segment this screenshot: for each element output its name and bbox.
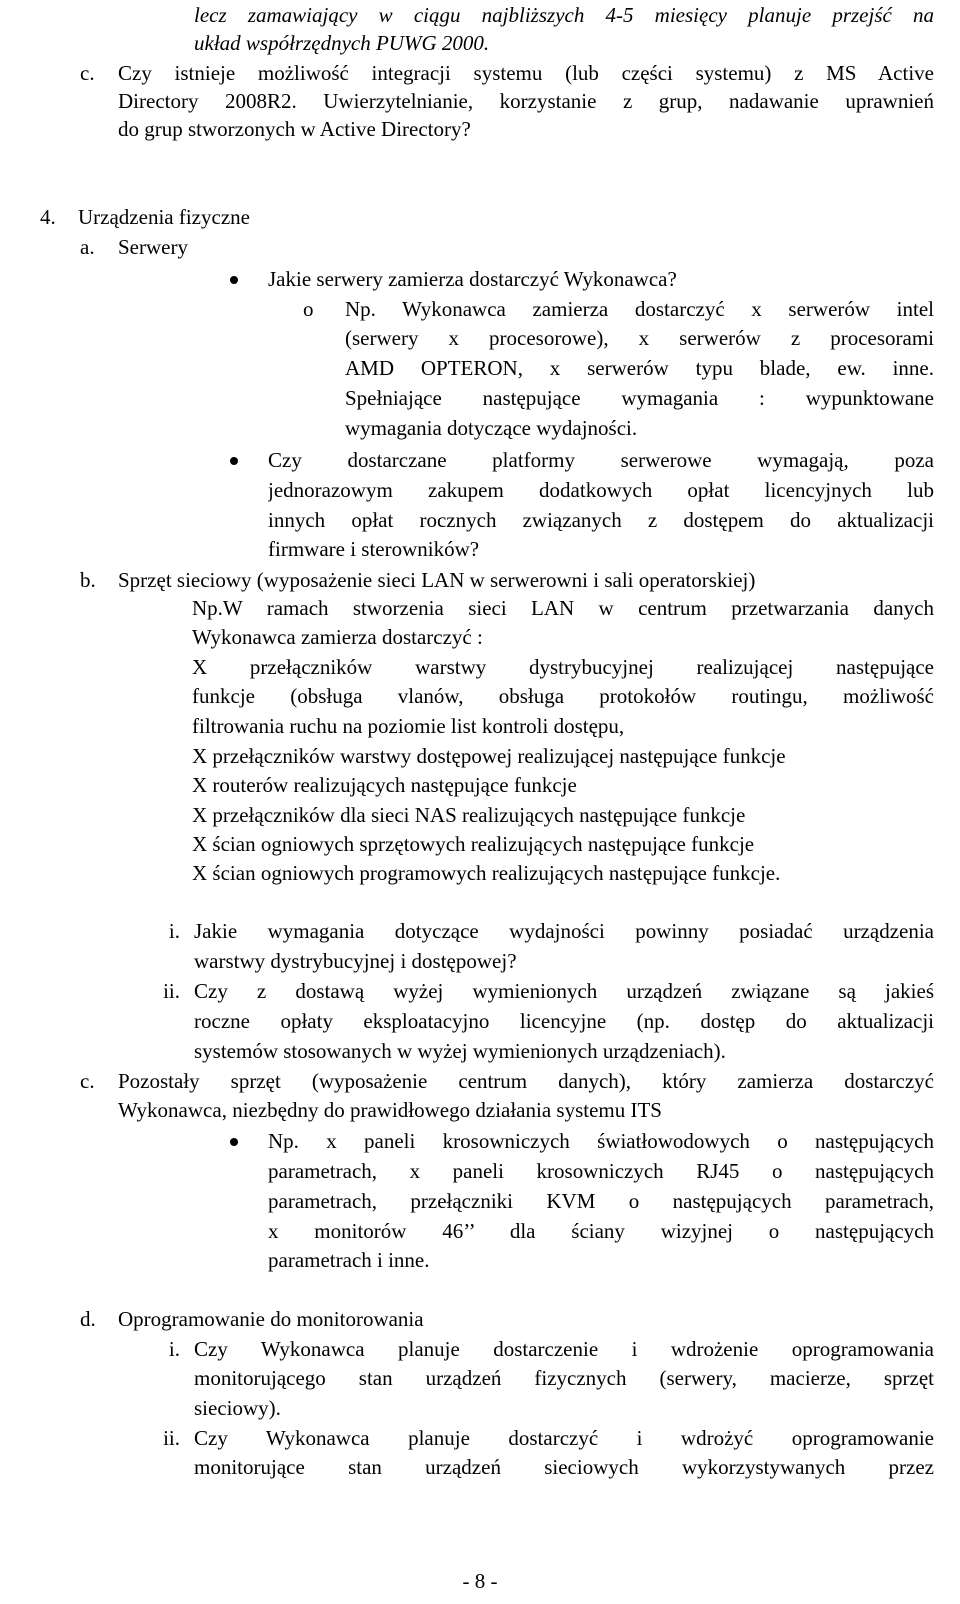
paragraph-line: parametrach i inne. — [268, 1248, 430, 1272]
paragraph-line: Jakie wymagania dotyczące wydajności powinny posiadać urządzenia — [194, 919, 934, 943]
paragraph-line: warstwy dystrybucyjnej i dostępowej? — [194, 949, 517, 973]
roman-marker: i. — [168, 1337, 180, 1361]
paragraph-line: monitorujące stan urządzeń sieciowych wykorzystywanych przez — [194, 1455, 934, 1479]
paragraph-line: filtrowania ruchu na poziomie list kontroli dostępu, — [192, 714, 625, 738]
bullet-icon — [230, 1138, 238, 1146]
paragraph-line: parametrach, przełączniki KVM o następujących parametrach, — [268, 1189, 934, 1213]
paragraph-line: do grup stworzonych w Active Directory? — [118, 117, 471, 141]
paragraph-line: Spełniające następujące wymagania : wypunktowane — [345, 386, 934, 410]
intro-line: lecz zamawiający w ciągu najbliższych 4-5 miesięcy planuje przejść na — [194, 3, 934, 27]
paragraph-line: X przełączników warstwy dostępowej realizującej następujące funkcje — [192, 744, 786, 768]
paragraph-line: Wykonawca, niezbędny do prawidłowego działania systemu ITS — [118, 1098, 662, 1122]
paragraph-line: X routerów realizujących następujące funkcje — [192, 773, 577, 797]
paragraph-line: Czy Wykonawca planuje dostarczyć i wdrożyć oprogramowanie — [194, 1426, 934, 1450]
list-marker: c. — [80, 1069, 95, 1093]
paragraph-line: firmware i sterowników? — [268, 537, 480, 561]
bullet-text: Jakie serwery zamierza dostarczyć Wykonawca? — [268, 267, 677, 291]
paragraph-line: innych opłat rocznych związanych z dostępem do aktualizacji — [268, 508, 934, 532]
paragraph-line: Directory 2008R2. Uwierzytelnianie, korzystanie z grup, nadawanie uprawnień — [118, 89, 934, 113]
paragraph-line: Czy Wykonawca planuje dostarczenie i wdrożenie oprogramowania — [194, 1337, 934, 1361]
paragraph-line: Wykonawca zamierza dostarczyć : — [192, 625, 483, 649]
page-number: - 8 - — [462, 1569, 498, 1593]
paragraph-line: X przełączników dla sieci NAS realizujących następujące funkcje — [192, 803, 746, 827]
bullet-icon — [230, 457, 238, 465]
paragraph-line: x monitorów 46’’ dla ściany wizyjnej o następujących — [268, 1219, 934, 1243]
section-number: 4. — [40, 205, 56, 229]
roman-marker: i. — [168, 919, 180, 943]
roman-marker: ii. — [163, 1426, 180, 1450]
paragraph-line: parametrach, x paneli krosowniczych RJ45 o następujących — [268, 1159, 934, 1183]
paragraph-line: Czy dostarczane platformy serwerowe wymagają, poza — [268, 448, 934, 472]
roman-marker: ii. — [163, 979, 180, 1003]
paragraph-line: Np.W ramach stworzenia sieci LAN w centrum przetwarzania danych — [192, 596, 934, 620]
paragraph-line: Np. x paneli krosowniczych światłowodowych o następujących — [268, 1129, 934, 1153]
section-title: Urządzenia fizyczne — [78, 205, 250, 229]
bullet-icon — [230, 276, 238, 284]
paragraph-line: X przełączników warstwy dystrybucyjnej realizującej następujące — [192, 655, 934, 679]
subsection-title: Sprzęt sieciowy (wyposażenie sieci LAN w serwerowni i sali operatorskiej) — [118, 568, 756, 592]
list-marker: c. — [80, 61, 95, 85]
paragraph-line: systemów stosowanych w wyżej wymienionych urządzeniach). — [194, 1039, 726, 1063]
paragraph-line: Czy z dostawą wyżej wymienionych urządzeń związane są jakieś — [194, 979, 934, 1003]
intro-line: układ współrzędnych PUWG 2000. — [194, 31, 490, 55]
paragraph-line: roczne opłaty eksploatacyjno licencyjne (np. dostęp do aktualizacji — [194, 1009, 934, 1033]
paragraph-line: Czy istnieje możliwość integracji systemu (lub części systemu) z MS Active — [118, 61, 934, 85]
paragraph-line: funkcje (obsługa vlanów, obsługa protokołów routingu, możliwość — [192, 684, 934, 708]
paragraph-line: (serwery x procesorowe), x serwerów z procesorami — [345, 326, 934, 350]
subsection-title: Oprogramowanie do monitorowania — [118, 1307, 424, 1331]
paragraph-line: X ścian ogniowych sprzętowych realizujących następujące funkcje — [192, 832, 755, 856]
list-marker: b. — [80, 568, 96, 592]
subsection-title: Serwery — [118, 235, 188, 259]
sub-bullet-marker: o — [303, 297, 314, 321]
paragraph-line: sieciowy). — [194, 1396, 281, 1420]
paragraph-line: jednorazowym zakupem dodatkowych opłat licencyjnych lub — [268, 478, 934, 502]
list-marker: d. — [80, 1307, 96, 1331]
paragraph-line: Pozostały sprzęt (wyposażenie centrum danych), który zamierza dostarczyć — [118, 1069, 934, 1093]
paragraph-line: Np. Wykonawca zamierza dostarczyć x serwerów intel — [345, 297, 934, 321]
paragraph-line: X ścian ogniowych programowych realizujących następujące funkcje. — [192, 861, 781, 885]
paragraph-line: AMD OPTERON, x serwerów typu blade, ew. inne. — [345, 356, 934, 380]
list-marker: a. — [80, 235, 95, 259]
paragraph-line: wymagania dotyczące wydajności. — [345, 416, 638, 440]
paragraph-line: monitorującego stan urządzeń fizycznych (serwery, macierze, sprzęt — [194, 1366, 934, 1390]
